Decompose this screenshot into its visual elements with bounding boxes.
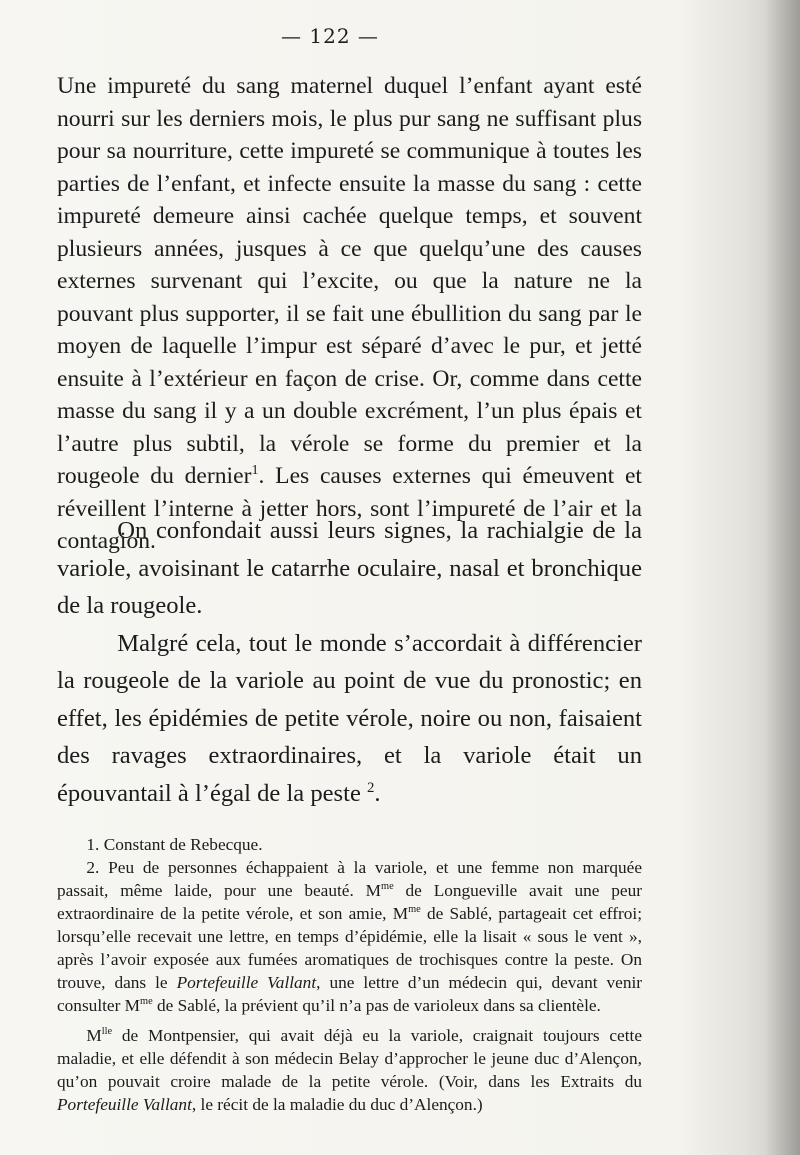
footnote-ref-1: 1 (251, 462, 259, 479)
paragraph-2-end: . (374, 779, 381, 807)
footnote-2 (57, 856, 642, 1017)
footnote-2-text-b: de Longueville avait une peur extraordinaire de la petite vérole, et son amie, M (57, 881, 642, 923)
footnote-ref-2: 2 (367, 779, 375, 796)
footnote-3-text-b: de Montpensier, qui avait déjà eu la variole, craignait toujours cette maladie, et elle défendit à son médecin Belay d’approcher le jeune duc d’Alençon, qu’on pouvait croire malade de la petite vérole. (Voir, dans les Extraits du (57, 1026, 642, 1091)
footnote-1 (57, 833, 642, 856)
paragraph-2-text: Malgré cela, tout le monde s’accordait à différencier la rougeole de la variole au point de vue du pronostic; en effet, les épidémies de petite vérole, noire ou non, faisaient des ravages extraordinaires, et la variole était un épouvantail à l’égal de la peste (57, 629, 642, 807)
footnote-3-text-a: M (86, 1026, 102, 1045)
footnote-3-text-c: , le récit de la maladie du duc d’Alençon.) (191, 1095, 483, 1114)
footnote-1-number: 1. (86, 835, 100, 854)
footnote-2-continuation (57, 1024, 642, 1116)
footnotes (57, 833, 642, 1116)
paragraph-2 (57, 625, 642, 813)
quoted-passage (57, 70, 642, 558)
footnote-2-abbrev-1: me (381, 881, 394, 893)
main-text (57, 512, 642, 812)
footnote-2-italic-title: Portefeuille Vallant (176, 973, 317, 992)
footnote-3-abbrev: lle (101, 1026, 113, 1038)
paragraph-1: On confondait aussi leurs signes, la rachialgie de la variole, avoisinant le catarrhe oculaire, nasal et bronchique de la rougeole. (57, 517, 642, 619)
page-number: — 122 — (281, 24, 379, 48)
footnote-2-text-d: , une lettre d’un médecin qui, devant venir consulter M (57, 973, 643, 1015)
footnote-2-text-c: de Sablé, partageait cet effroi; lorsqu’elle recevait une lettre, en temps d’épidémie, elle la lisait « sous le vent », après l’avoir exposée aux fumées aromatiques de trochisques contre la peste. On trouve, dans le (57, 904, 642, 992)
quote-text-part-2: . Les causes externes qui émeuvent et réveillent l’interne à jetter hors, sont l’impureté de l’air et la contagion. (57, 463, 642, 554)
footnote-2-text-a: Peu de personnes échappaient à la variole, et une femme non marquée passait, même laide, pour une beauté. M (57, 858, 642, 900)
footnote-2-number: 2. (86, 858, 100, 877)
footnote-3-italic-title: Portefeuille Vallant (57, 1095, 192, 1114)
footnote-2-text-e: de Sablé, la prévient qu’il n’a pas de varioleux dans sa clientèle. (152, 996, 601, 1015)
footnote-2-abbrev-2: me (408, 904, 421, 916)
footnote-2-abbrev-3: me (140, 996, 153, 1008)
quote-text-part-1: Une impureté du sang maternel duquel l’enfant ayant esté nourri sur les derniers mois, le plus pur sang ne suffisant plus pour sa nourriture, cette impureté se communique à toutes les parties de l’enfant, et infecte ensuite la masse du sang : cette impureté demeure ainsi cachée quelque temps, et souvent plusieurs années, jusques à ce que quelqu’une des causes externes survenant qui l’excite, ou que la nature ne la pouvant plus supporter, il se fait une ébullition du sang par le moyen de laquelle l’impur est séparé d’avec le pur, et jetté ensuite à l’extérieur en façon de crise. Or, comme dans cette masse du sang il y a un double excrément, l’un plus épais et l’autre plus subtil, la vérole se forme du premier et la rougeole du dernier (57, 73, 642, 489)
footnote-1-text: Constant de Rebecque. (103, 835, 263, 854)
page-binding-shadow (764, 0, 800, 1155)
